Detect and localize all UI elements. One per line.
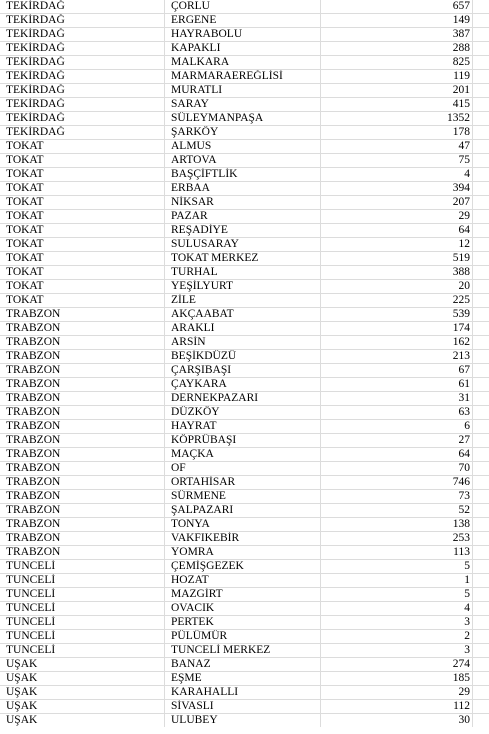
value-cell[interactable]: 4 <box>322 168 473 181</box>
value-cell[interactable]: 288 <box>322 42 473 55</box>
province-cell[interactable]: UŞAK <box>0 686 165 699</box>
province-cell[interactable]: TEKİRDAĞ <box>0 70 165 83</box>
table-row <box>0 350 489 364</box>
district-cell[interactable]: YEŞİLYURT <box>166 280 321 293</box>
table-row <box>0 714 489 728</box>
table-row <box>0 168 489 182</box>
table-row <box>0 140 489 154</box>
province-cell[interactable]: TRABZON <box>0 462 165 475</box>
district-cell[interactable]: SÜLEYMANPAŞA <box>166 112 321 125</box>
province-cell[interactable]: TEKİRDAĞ <box>0 14 165 27</box>
province-cell[interactable]: TEKİRDAĞ <box>0 126 165 139</box>
province-cell[interactable]: TRABZON <box>0 532 165 545</box>
value-cell[interactable]: 539 <box>322 308 473 321</box>
table-row <box>0 364 489 378</box>
value-cell[interactable]: 387 <box>322 28 473 41</box>
table-row <box>0 266 489 280</box>
value-cell[interactable]: 64 <box>322 224 473 237</box>
district-cell[interactable]: NİKSAR <box>166 196 321 209</box>
table-row <box>0 56 489 70</box>
table-row <box>0 560 489 574</box>
value-cell[interactable]: 825 <box>322 56 473 69</box>
province-cell[interactable]: TRABZON <box>0 378 165 391</box>
district-cell[interactable]: MAZGİRT <box>166 588 321 601</box>
table-row <box>0 280 489 294</box>
province-cell[interactable]: TRABZON <box>0 364 165 377</box>
province-cell[interactable]: TOKAT <box>0 280 165 293</box>
value-cell[interactable]: 67 <box>322 364 473 377</box>
value-cell[interactable]: 52 <box>322 504 473 517</box>
district-cell[interactable]: BANAZ <box>166 658 321 671</box>
table-row <box>0 308 489 322</box>
district-cell[interactable]: MALKARA <box>166 56 321 69</box>
value-cell[interactable]: 29 <box>322 686 473 699</box>
district-cell[interactable]: REŞADİYE <box>166 224 321 237</box>
value-cell[interactable]: 178 <box>322 126 473 139</box>
province-cell[interactable]: TUNCELİ <box>0 574 165 587</box>
district-cell[interactable]: ŞALPAZARI <box>166 504 321 517</box>
district-cell[interactable]: AKÇAABAT <box>166 308 321 321</box>
province-cell[interactable]: TRABZON <box>0 476 165 489</box>
table-row <box>0 0 489 14</box>
table-row <box>0 392 489 406</box>
province-cell[interactable]: UŞAK <box>0 672 165 685</box>
table-row <box>0 196 489 210</box>
province-cell[interactable]: TOKAT <box>0 266 165 279</box>
value-cell[interactable]: 12 <box>322 238 473 251</box>
table-row <box>0 224 489 238</box>
table-row <box>0 616 489 630</box>
value-cell[interactable]: 746 <box>322 476 473 489</box>
district-cell[interactable]: SİVASLI <box>166 700 321 713</box>
province-cell[interactable]: TEKİRDAĞ <box>0 42 165 55</box>
district-cell[interactable]: KÖPRÜBAŞI <box>166 434 321 447</box>
value-cell[interactable]: 1352 <box>322 112 473 125</box>
province-cell[interactable]: TRABZON <box>0 546 165 559</box>
province-cell[interactable]: TRABZON <box>0 420 165 433</box>
district-cell[interactable]: TOKAT MERKEZ <box>166 252 321 265</box>
district-cell[interactable]: DÜZKÖY <box>166 406 321 419</box>
table-row <box>0 630 489 644</box>
province-cell[interactable]: TRABZON <box>0 490 165 503</box>
table-row <box>0 154 489 168</box>
table-row <box>0 406 489 420</box>
district-cell[interactable]: ÇEMİŞGEZEK <box>166 560 321 573</box>
district-cell[interactable]: OVACIK <box>166 602 321 615</box>
district-cell[interactable]: MARMARAEREĞLİSİ <box>166 70 321 83</box>
table-row <box>0 98 489 112</box>
value-cell[interactable]: 3 <box>322 616 473 629</box>
value-cell[interactable]: 657 <box>322 0 473 13</box>
province-cell[interactable]: TUNCELİ <box>0 602 165 615</box>
district-cell[interactable]: MURATLI <box>166 84 321 97</box>
province-cell[interactable]: TOKAT <box>0 224 165 237</box>
value-cell[interactable]: 201 <box>322 84 473 97</box>
table-row <box>0 210 489 224</box>
district-cell[interactable]: PERTEK <box>166 616 321 629</box>
province-cell[interactable]: TUNCELİ <box>0 588 165 601</box>
table-row <box>0 434 489 448</box>
value-cell[interactable]: 1 <box>322 574 473 587</box>
province-cell[interactable]: UŞAK <box>0 700 165 713</box>
province-cell[interactable]: TEKİRDAĞ <box>0 98 165 111</box>
province-cell[interactable]: TEKİRDAĞ <box>0 84 165 97</box>
district-cell[interactable]: MAÇKA <box>166 448 321 461</box>
table-row <box>0 448 489 462</box>
table-row <box>0 462 489 476</box>
value-cell[interactable]: 64 <box>322 448 473 461</box>
district-cell[interactable]: ULUBEY <box>166 714 321 727</box>
district-cell[interactable]: ÇAYKARA <box>166 378 321 391</box>
province-cell[interactable]: TOKAT <box>0 238 165 251</box>
table-row <box>0 518 489 532</box>
province-cell[interactable]: TOKAT <box>0 210 165 223</box>
value-cell[interactable]: 6 <box>322 420 473 433</box>
province-cell[interactable]: TOKAT <box>0 182 165 195</box>
province-cell[interactable]: TEKİRDAĞ <box>0 112 165 125</box>
table-row <box>0 336 489 350</box>
district-cell[interactable]: HAYRAT <box>166 420 321 433</box>
value-cell[interactable]: 213 <box>322 350 473 363</box>
province-cell[interactable]: TOKAT <box>0 140 165 153</box>
value-cell[interactable]: 113 <box>322 546 473 559</box>
district-cell[interactable]: DERNEKPAZARI <box>166 392 321 405</box>
district-cell[interactable]: SARAY <box>166 98 321 111</box>
district-cell[interactable]: PÜLÜMÜR <box>166 630 321 643</box>
value-cell[interactable]: 162 <box>322 336 473 349</box>
value-cell[interactable]: 75 <box>322 154 473 167</box>
district-cell[interactable]: ÇORLU <box>166 0 321 13</box>
district-cell[interactable]: TURHAL <box>166 266 321 279</box>
district-cell[interactable]: ARTOVA <box>166 154 321 167</box>
table-row <box>0 378 489 392</box>
value-cell[interactable]: 30 <box>322 714 473 727</box>
province-cell[interactable]: TRABZON <box>0 518 165 531</box>
value-cell[interactable]: 31 <box>322 392 473 405</box>
province-cell[interactable]: TOKAT <box>0 168 165 181</box>
province-cell[interactable]: TRABZON <box>0 350 165 363</box>
province-cell[interactable]: TRABZON <box>0 504 165 517</box>
value-cell[interactable]: 185 <box>322 672 473 685</box>
table-row <box>0 574 489 588</box>
district-cell[interactable]: VAKFIKEBİR <box>166 532 321 545</box>
table-row <box>0 700 489 714</box>
province-cell[interactable]: TRABZON <box>0 434 165 447</box>
district-cell[interactable]: SULUSARAY <box>166 238 321 251</box>
province-cell[interactable]: TRABZON <box>0 322 165 335</box>
value-cell[interactable]: 112 <box>322 700 473 713</box>
value-cell[interactable]: 274 <box>322 658 473 671</box>
table-row <box>0 252 489 266</box>
value-cell[interactable]: 5 <box>322 560 473 573</box>
table-row <box>0 504 489 518</box>
table-row <box>0 532 489 546</box>
province-cell[interactable]: TRABZON <box>0 336 165 349</box>
district-cell[interactable]: SÜRMENE <box>166 490 321 503</box>
district-cell[interactable]: YOMRA <box>166 546 321 559</box>
value-cell[interactable]: 63 <box>322 406 473 419</box>
province-cell[interactable]: TOKAT <box>0 252 165 265</box>
district-cell[interactable]: TUNCELİ MERKEZ <box>166 644 321 657</box>
table-row <box>0 420 489 434</box>
district-cell[interactable]: ŞARKÖY <box>166 126 321 139</box>
district-cell[interactable]: OF <box>166 462 321 475</box>
value-cell[interactable]: 394 <box>322 182 473 195</box>
district-cell[interactable]: KARAHALLI <box>166 686 321 699</box>
district-cell[interactable]: KAPAKLI <box>166 42 321 55</box>
value-cell[interactable]: 3 <box>322 644 473 657</box>
table-row <box>0 112 489 126</box>
table-row <box>0 602 489 616</box>
table-row <box>0 294 489 308</box>
district-cell[interactable]: BAŞÇİFTLİK <box>166 168 321 181</box>
province-cell[interactable]: TRABZON <box>0 308 165 321</box>
district-cell[interactable]: ORTAHİSAR <box>166 476 321 489</box>
table-row <box>0 644 489 658</box>
value-cell[interactable]: 5 <box>322 588 473 601</box>
table-row <box>0 14 489 28</box>
value-cell[interactable]: 27 <box>322 434 473 447</box>
province-cell[interactable]: UŞAK <box>0 714 165 727</box>
table-row <box>0 84 489 98</box>
province-cell[interactable]: TUNCELİ <box>0 560 165 573</box>
district-cell[interactable]: ÇARŞIBAŞI <box>166 364 321 377</box>
table-row <box>0 182 489 196</box>
value-cell[interactable]: 47 <box>322 140 473 153</box>
value-cell[interactable]: 149 <box>322 14 473 27</box>
district-cell[interactable]: HAYRABOLU <box>166 28 321 41</box>
district-cell[interactable]: ERGENE <box>166 14 321 27</box>
value-cell[interactable]: 519 <box>322 252 473 265</box>
district-cell[interactable]: ARAKLI <box>166 322 321 335</box>
value-cell[interactable]: 61 <box>322 378 473 391</box>
province-cell[interactable]: TRABZON <box>0 448 165 461</box>
province-cell[interactable]: TUNCELİ <box>0 644 165 657</box>
value-cell[interactable]: 415 <box>322 98 473 111</box>
province-cell[interactable]: TOKAT <box>0 294 165 307</box>
value-cell[interactable]: 253 <box>322 532 473 545</box>
table-row <box>0 588 489 602</box>
value-cell[interactable]: 2 <box>322 630 473 643</box>
value-cell[interactable]: 174 <box>322 322 473 335</box>
province-cell[interactable]: TRABZON <box>0 392 165 405</box>
value-cell[interactable]: 70 <box>322 462 473 475</box>
district-cell[interactable]: ZİLE <box>166 294 321 307</box>
table-row <box>0 28 489 42</box>
table-row <box>0 490 489 504</box>
district-cell[interactable]: BEŞİKDÜZÜ <box>166 350 321 363</box>
value-cell[interactable]: 138 <box>322 518 473 531</box>
table-row <box>0 672 489 686</box>
province-cell[interactable]: TEKİRDAĞ <box>0 28 165 41</box>
province-cell[interactable]: UŞAK <box>0 658 165 671</box>
table-row <box>0 126 489 140</box>
province-cell[interactable]: TEKİRDAĞ <box>0 56 165 69</box>
table-row <box>0 238 489 252</box>
table-row <box>0 476 489 490</box>
district-cell[interactable]: ERBAA <box>166 182 321 195</box>
value-cell[interactable]: 4 <box>322 602 473 615</box>
district-cell[interactable]: ARSİN <box>166 336 321 349</box>
district-cell[interactable]: HOZAT <box>166 574 321 587</box>
table-row <box>0 658 489 672</box>
value-cell[interactable]: 73 <box>322 490 473 503</box>
province-cell[interactable]: TRABZON <box>0 406 165 419</box>
table-row <box>0 70 489 84</box>
table-row <box>0 42 489 56</box>
province-cell[interactable]: TUNCELİ <box>0 630 165 643</box>
table-row <box>0 686 489 700</box>
province-cell[interactable]: TOKAT <box>0 154 165 167</box>
district-cell[interactable]: PAZAR <box>166 210 321 223</box>
district-cell[interactable]: ALMUS <box>166 140 321 153</box>
table-row <box>0 322 489 336</box>
province-cell[interactable]: TEKİRDAĞ <box>0 0 165 13</box>
value-cell[interactable]: 225 <box>322 294 473 307</box>
district-cell[interactable]: TONYA <box>166 518 321 531</box>
table-row <box>0 546 489 560</box>
value-cell[interactable]: 119 <box>322 70 473 83</box>
value-cell[interactable]: 207 <box>322 196 473 209</box>
value-cell[interactable]: 20 <box>322 280 473 293</box>
province-cell[interactable]: TOKAT <box>0 196 165 209</box>
value-cell[interactable]: 29 <box>322 210 473 223</box>
value-cell[interactable]: 388 <box>322 266 473 279</box>
province-cell[interactable]: TUNCELİ <box>0 616 165 629</box>
district-cell[interactable]: EŞME <box>166 672 321 685</box>
